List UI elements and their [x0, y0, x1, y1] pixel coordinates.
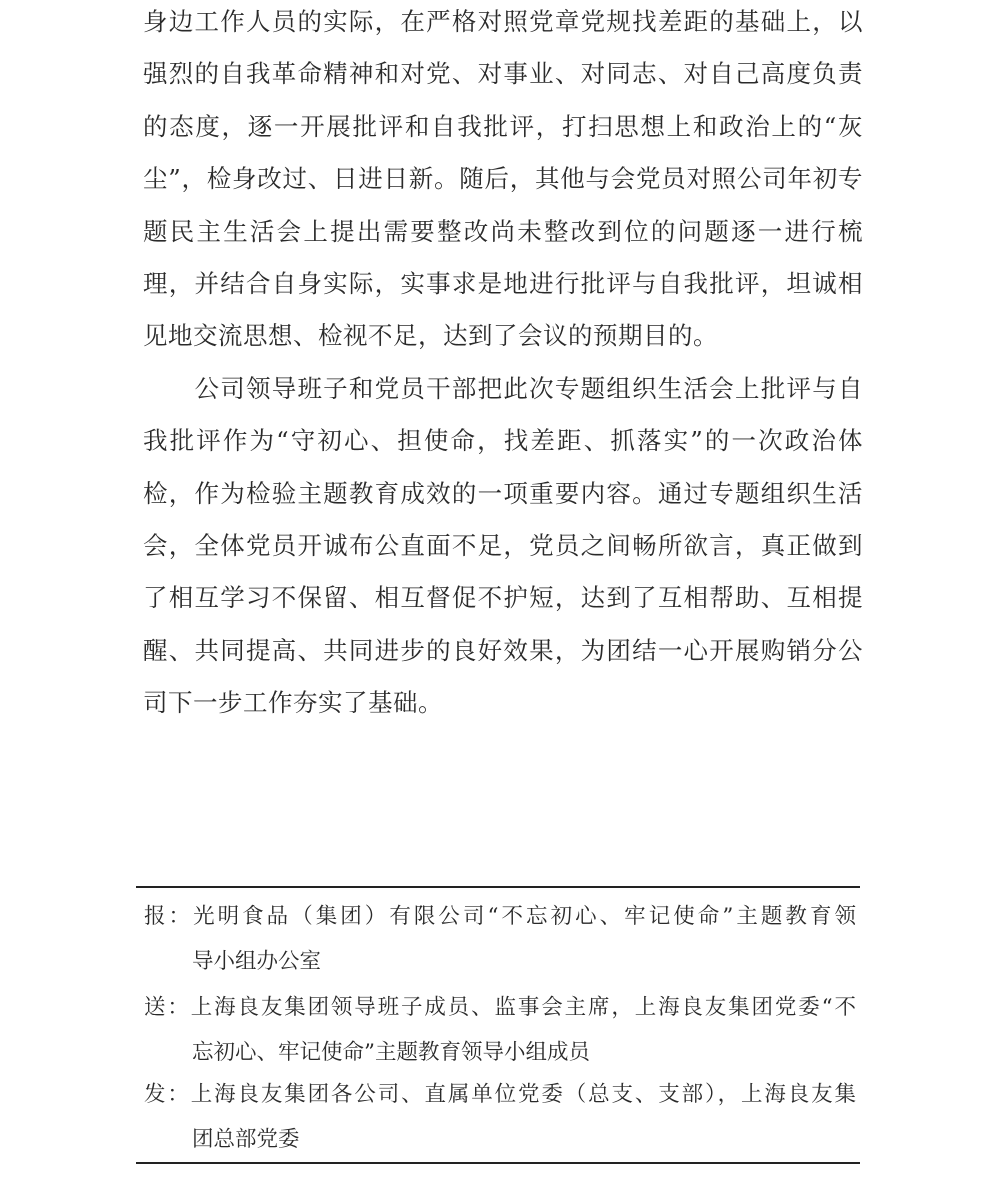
text-line: 理，并结合自身实际，实事求是地进行批评与自我批评，坦诚相 [143, 268, 863, 298]
text-line: 会，全体党员开诚布公直面不足，党员之间畅所欲言，真正做到 [143, 530, 863, 560]
report-to-entry [144, 894, 856, 984]
text-line: 强烈的自我革命精神和对党、对事业、对同志、对自己高度负责 [143, 59, 863, 89]
issue-to-entry [144, 1072, 856, 1162]
send-to-line-1: 送：上海良友集团领导班子成员、监事会主席，上海良友集团党委“不 [144, 995, 856, 1020]
document-body [143, 0, 863, 733]
send-to-entry [144, 985, 856, 1075]
text-line: 的态度，逐一开展批评和自我批评，打扫思想上和政治上的“灰 [143, 111, 863, 141]
text-line: 题民主生活会上提出需要整改尚未整改到位的问题逐一进行梳 [143, 216, 863, 246]
text-line: 了相互学习不保留、相互督促不护短，达到了互相帮助、互相提 [143, 583, 863, 613]
text-line: 醒、共同提高、共同进步的良好效果，为团结一心开展购销分公 [143, 635, 863, 665]
text-line: 检，作为检验主题教育成效的一项重要内容。通过专题组织生活 [143, 478, 863, 508]
text-line: 公司领导班子和党员干部把此次专题组织生活会上批评与自 [143, 373, 863, 403]
issue-to-line-2: 团总部党委 [192, 1127, 300, 1152]
distribution-block [136, 886, 860, 1164]
text-line: 我批评作为“守初心、担使命，找差距、抓落实”的一次政治体 [143, 426, 863, 456]
text-line: 见地交流思想、检视不足，达到了会议的预期目的。 [143, 321, 718, 351]
paragraph-2 [143, 367, 863, 734]
text-line: 尘”，检身改过、日进日新。随后，其他与会党员对照公司年初专 [143, 164, 863, 194]
text-line: 司下一步工作夯实了基础。 [143, 688, 443, 718]
paragraph-1 [143, 0, 863, 367]
send-to-line-2: 忘初心、牢记使命”主题教育领导小组成员 [192, 1040, 590, 1065]
issue-to-line-1: 发：上海良友集团各公司、直属单位党委（总支、支部），上海良友集 [144, 1082, 856, 1107]
report-to-line-2: 导小组办公室 [192, 949, 322, 974]
report-to-line-1: 报：光明食品（集团）有限公司“不忘初心、牢记使命”主题教育领 [144, 904, 856, 929]
text-line: 身边工作人员的实际，在严格对照党章党规找差距的基础上，以 [143, 7, 863, 36]
